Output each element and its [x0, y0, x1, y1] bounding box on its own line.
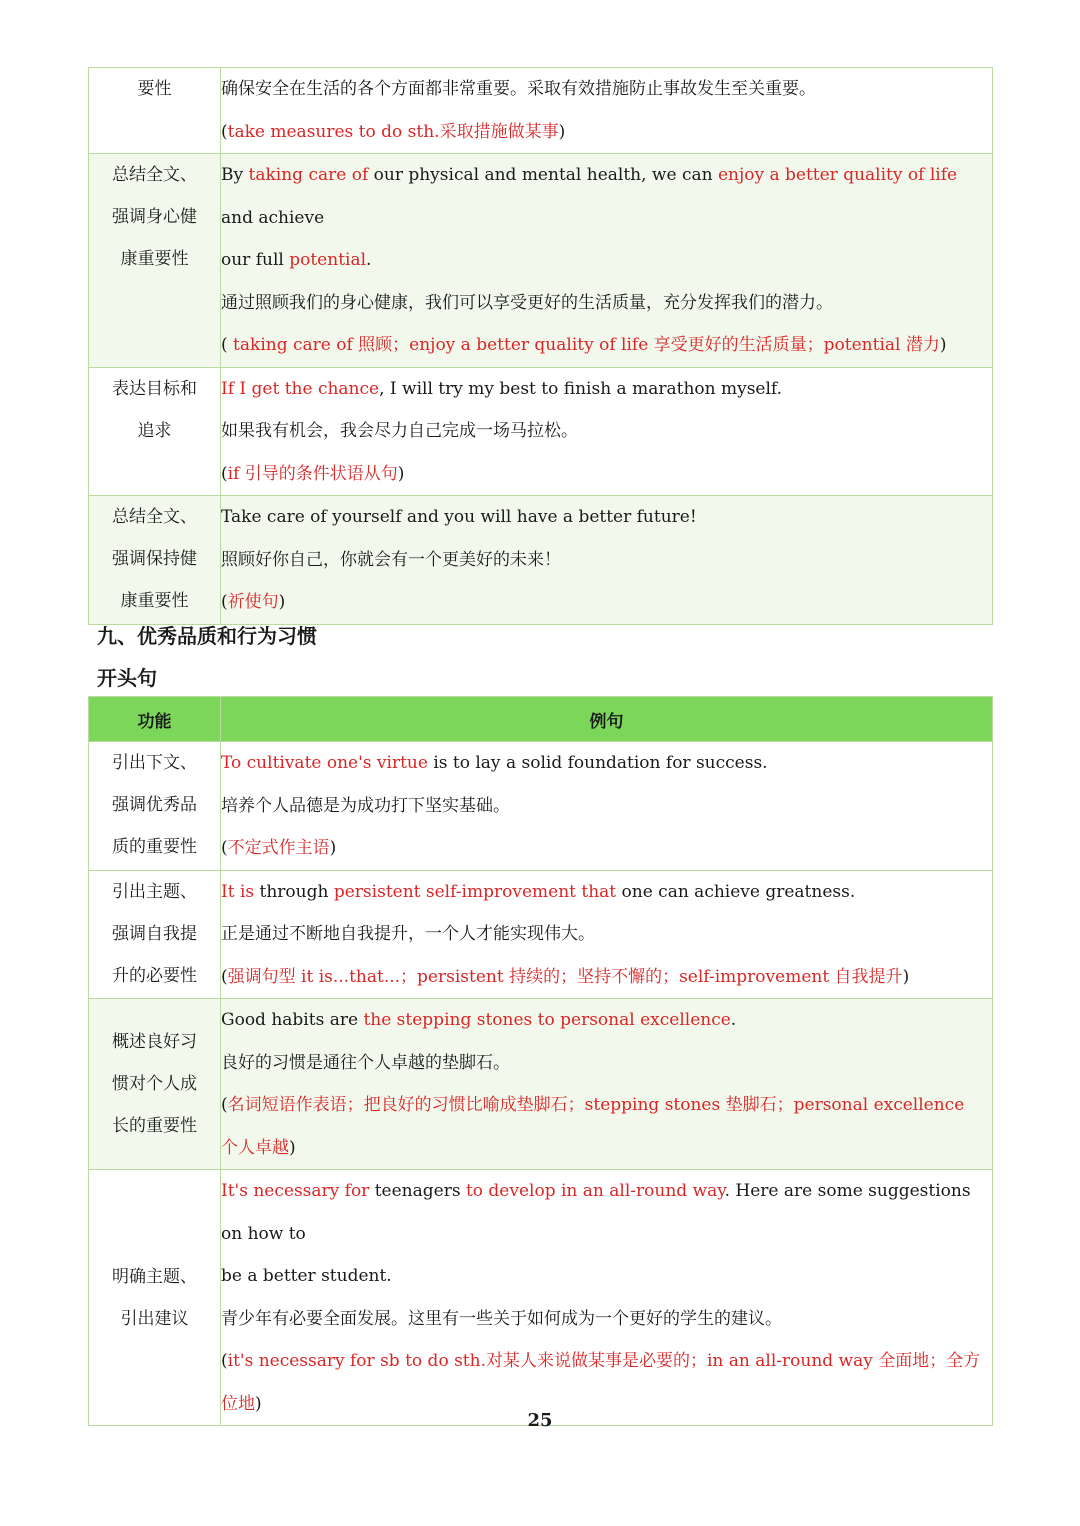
keyword-segment: 祈使句: [227, 592, 279, 612]
function-line: 引出下文、: [112, 753, 197, 773]
example-cell: [221, 999, 993, 1170]
example-line: [221, 1084, 992, 1127]
example-cell: [221, 870, 993, 999]
header-example: 例句: [221, 697, 993, 742]
example-cell: [221, 742, 993, 871]
function-line: 惯对个人成: [112, 1074, 197, 1094]
example-line: [221, 913, 992, 956]
function-line: 康重要性: [120, 249, 189, 269]
text-segment: 照顾好你自己，你就会有一个更美好的未来！: [221, 549, 561, 570]
keyword-segment: 不定式作主语: [227, 838, 330, 858]
text-segment: our physical and mental health, we can: [368, 165, 718, 185]
text-segment: and achieve: [221, 207, 325, 228]
text-segment: 正是通过不断地自我提升，一个人才能实现伟大。: [221, 924, 595, 944]
example-line: [221, 239, 992, 282]
keyword-segment: take measures to do sth.采取措施做某事: [227, 121, 559, 142]
keyword-segment: it's necessary for sb to do sth.对某人来说做某事是必要的；in an all-round way 全面地；全方: [227, 1351, 981, 1371]
example-line: [221, 1340, 992, 1383]
example-line: [221, 539, 992, 582]
text-segment: (: [221, 838, 228, 858]
function-line: 总结全文、: [112, 165, 197, 185]
function-line: 概述良好习: [112, 1032, 197, 1052]
example-line: [221, 999, 992, 1042]
keyword-segment: 名词短语作表语；把良好的习惯比喻成垫脚石；stepping stones 垫脚石；personal excellence: [227, 1095, 965, 1115]
example-line: [221, 785, 992, 828]
function-line: 长的重要性: [112, 1116, 197, 1136]
function-line: 强调保持健: [112, 549, 197, 569]
function-line: 强调自我提: [112, 923, 197, 944]
function-cell: [89, 742, 221, 871]
example-line: [221, 581, 992, 624]
example-line: [221, 154, 992, 239]
keyword-segment: taking care of 照顾；enjoy a better quality of life 享受更好的生活质量；potential 潜力: [233, 335, 940, 355]
table-row: [89, 999, 993, 1170]
text-segment: ): [902, 966, 910, 987]
function-line: 总结全文、: [112, 507, 197, 527]
keyword-segment: the stepping stones to personal excellence: [363, 1010, 731, 1030]
text-segment: (: [221, 966, 228, 987]
function-line: 质的重要性: [112, 837, 197, 857]
function-line: 强调优秀品: [112, 795, 197, 815]
text-segment: (: [221, 1095, 228, 1115]
example-line: [221, 1298, 992, 1341]
example-line: [221, 1255, 992, 1298]
function-line: 强调身心健: [112, 207, 197, 227]
text-segment: teenagers: [369, 1181, 466, 1201]
example-line: [221, 1170, 992, 1255]
function-line: 引出主题、: [112, 881, 197, 902]
example-line: [221, 827, 992, 870]
text-segment: .: [366, 250, 372, 270]
text-segment: one can achieve greatness.: [616, 881, 856, 902]
text-segment: is to lay a solid foundation for success.: [427, 753, 768, 773]
text-segment: ): [329, 838, 337, 858]
table-row: [89, 68, 993, 154]
table-row: [89, 742, 993, 871]
function-cell: [89, 999, 221, 1170]
function-line: 表达目标和: [112, 378, 197, 399]
example-line: [221, 324, 992, 367]
text-segment: 确保安全在生活的各个方面都非常重要。采取有效措施防止事故发生至关重要。: [221, 79, 816, 99]
function-line: 康重要性: [120, 591, 189, 611]
example-line: [221, 1042, 992, 1085]
function-cell: [89, 154, 221, 368]
text-segment: ): [289, 1137, 296, 1158]
function-line: 明确主题、: [112, 1266, 197, 1287]
text-segment: ): [558, 121, 566, 142]
table-header-row: [89, 697, 993, 742]
text-segment: (: [221, 592, 228, 612]
text-segment: ): [939, 335, 947, 355]
table-row: [89, 496, 993, 625]
function-cell: [89, 1170, 221, 1426]
table-row: [89, 154, 993, 368]
text-segment: be a better student.: [221, 1266, 392, 1286]
example-line: [221, 496, 992, 539]
function-cell: [89, 496, 221, 625]
keyword-segment: To cultivate one's virtue: [221, 753, 428, 773]
keyword-segment: 个人卓越: [221, 1137, 289, 1158]
example-line: [221, 111, 992, 154]
example-cell: [221, 1170, 993, 1426]
text-segment: 培养个人品德是为成功打下坚实基础。: [221, 795, 510, 816]
keyword-segment: persistent self-improvement that: [333, 881, 617, 902]
text-segment: By: [221, 165, 249, 185]
function-line: 追求: [137, 420, 172, 441]
text-segment: .: [730, 1010, 737, 1030]
function-cell: [89, 367, 221, 496]
table-row: [89, 367, 993, 496]
example-cell: [221, 496, 993, 625]
example-line: [221, 1127, 992, 1170]
example-cell: [221, 367, 993, 496]
keyword-segment: if 引导的条件状语从句: [227, 463, 398, 484]
keyword-segment: It's necessary for: [221, 1181, 370, 1201]
text-segment: 如果我有机会，我会尽力自己完成一场马拉松。: [221, 421, 578, 441]
text-segment: ): [397, 463, 405, 484]
text-segment: our full: [221, 250, 290, 270]
text-segment: (: [221, 121, 228, 142]
example-line: [221, 956, 992, 999]
example-cell: [221, 68, 993, 154]
keyword-segment: enjoy a better quality of life: [717, 165, 958, 185]
function-cell: [89, 68, 221, 154]
example-line: [221, 871, 992, 914]
keyword-segment: If I get the chance: [221, 378, 380, 399]
function-cell: [89, 870, 221, 999]
text-segment: (: [221, 335, 234, 355]
example-line: [221, 68, 992, 111]
text-segment: through: [254, 881, 334, 902]
example-line: [221, 368, 992, 411]
example-line: [221, 453, 992, 496]
text-segment: . Here are some suggestions on how to: [221, 1181, 971, 1244]
text-segment: ): [255, 1393, 262, 1414]
keyword-segment: to develop in an all-round way: [465, 1181, 725, 1201]
table-row: [89, 870, 993, 999]
text-segment: 通过照顾我们的身心健康，我们可以享受更好的生活质量，充分发挥我们的潜力。: [221, 292, 833, 313]
text-segment: (: [221, 463, 228, 484]
text-segment: Take care of yourself and you will have a better future!: [221, 507, 697, 527]
page-number: 25: [527, 1410, 553, 1431]
text-segment: , I will try my best to finish a marathon myself.: [379, 378, 783, 399]
sub-heading: 开头句: [97, 666, 157, 690]
example-line: [221, 410, 992, 453]
function-line: 要性: [137, 79, 172, 99]
example-line: [221, 282, 992, 325]
keyword-segment: taking care of: [248, 165, 369, 185]
keyword-segment: potential: [289, 250, 367, 270]
opening-sentence-table: [88, 696, 993, 1426]
top-sentence-table: [88, 67, 993, 625]
keyword-segment: It is: [221, 881, 255, 902]
header-function: 功能: [89, 697, 221, 742]
table-row: [89, 1170, 993, 1426]
example-cell: [221, 154, 993, 368]
keyword-segment: 位地: [221, 1393, 255, 1414]
text-segment: Good habits are: [221, 1010, 364, 1030]
example-line: [221, 742, 992, 785]
function-line: 引出建议: [120, 1308, 189, 1329]
function-line: 升的必要性: [112, 965, 197, 986]
text-segment: ): [278, 592, 286, 612]
keyword-segment: 强调句型 it is...that...；persistent 持续的；坚持不懈的；self-improvement 自我提升: [227, 966, 903, 987]
section-heading: 九、优秀品质和行为习惯: [97, 624, 317, 648]
text-segment: 良好的习惯是通往个人卓越的垫脚石。: [221, 1052, 510, 1073]
text-segment: (: [221, 1351, 228, 1371]
text-segment: 青少年有必要全面发展。这里有一些关于如何成为一个更好的学生的建议。: [221, 1308, 782, 1329]
